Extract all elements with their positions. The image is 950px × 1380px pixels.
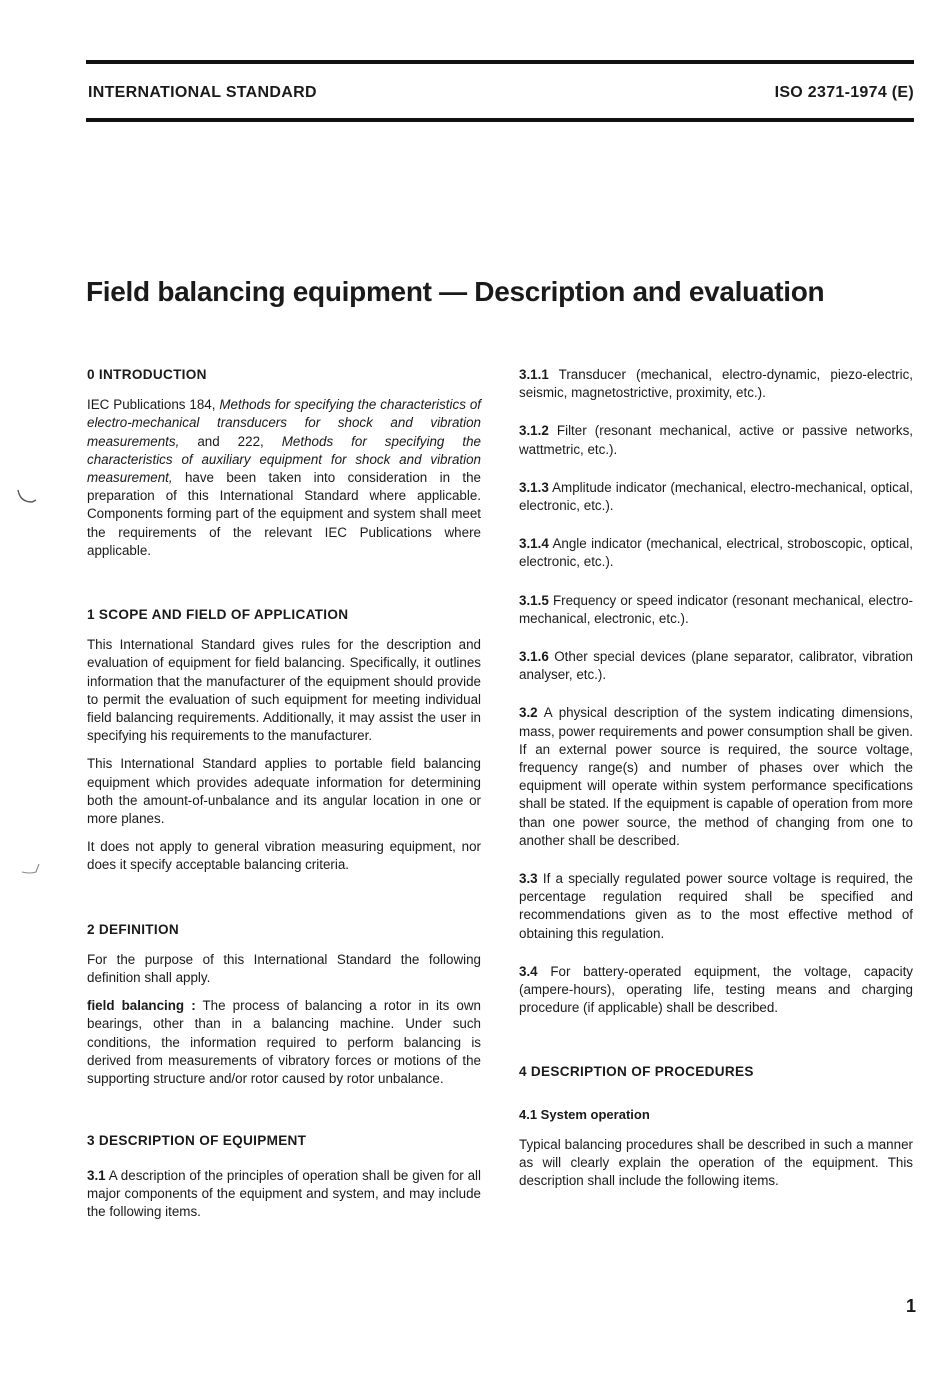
definition-field-balancing: field balancing : The process of balancing a rotor in its own bearings, other than in a balancing machine. Under such conditions, the information required to perform balancing is derived from measurements of vibratory forces or motions of the supporting structure and/or rotor caused by rotor unbalance.: [87, 998, 481, 1087]
section-heading-procedures: 4 DESCRIPTION OF PROCEDURES: [519, 1064, 754, 1080]
document-title: Field balancing equipment — Description and evaluation: [86, 276, 825, 307]
standard-number: ISO 2371-1974 (E): [774, 84, 914, 101]
right-column: [519, 366, 913, 1191]
header-bottom-rule: [86, 118, 914, 122]
section-heading-equipment: 3 DESCRIPTION OF EQUIPMENT: [87, 1133, 307, 1149]
clause-3-1: 3.1 A description of the principles of operation shall be given for all major components of the equipment and system, and may include the following items.: [87, 1167, 481, 1219]
left-column: [87, 366, 481, 1221]
section-heading-definition: 2 DEFINITION: [87, 921, 179, 937]
introduction-paragraph: IEC Publications 184, Methods for specifying the characteristics of electro-mechanical transducers for shock and vibration measurements, and 222, Methods for specifying the characteristics of auxiliary equipment for shock and vibration measurement, have been taken into consideration in the preparation of this International Standard where applicable. Components forming part of the equipment and system shall meet the requirements of the relevant IEC Publications where applicable.: [87, 397, 481, 558]
header-top-rule: [86, 60, 914, 64]
scope-paragraph-2: This International Standard applies to portable field balancing equipment which provides adequate information for determining both the amount-of-unbalance and its angular location in one or more planes.: [87, 756, 481, 827]
page-number: 1: [905, 1296, 916, 1316]
clause-3-2: 3.2 A physical description of the system indicating dimensions, mass, power requirements and power consumption shall be given. If an external power source is required, the source voltage, frequency range(s) and number of phases over which the equipment will operate within system performance specifications shall be stated. If the equipment is capable of operation from more than one power source, the method of changing from one to another shall be described.: [519, 705, 913, 848]
punch-mark-icon: [20, 862, 42, 876]
clause-3-4: 3.4 For battery-operated equipment, the voltage, capacity (ampere-hours), operating life, testing means and charging procedure (if applicable) shall be described.: [519, 963, 913, 1016]
clause-3-1-1: 3.1.1 Transducer (mechanical, electro-dynamic, piezo-electric, seismic, magnetostrictive, proximity, etc.).: [519, 367, 913, 401]
section-heading-scope: 1 SCOPE AND FIELD OF APPLICATION: [87, 607, 349, 623]
clause-3-3: 3.3 If a specially regulated power source voltage is required, the percentage regulation required shall be specified and recommendations given as to the most effective method of obtaining this regulation.: [519, 871, 913, 941]
scope-paragraph-3: It does not apply to general vibration measuring equipment, nor does it specify acceptable balancing criteria.: [87, 839, 481, 873]
scope-paragraph-1: This International Standard gives rules for the description and evaluation of equipment for field balancing. Specifically, it outlines information that the manufacturer of the equipment should provide to permit the evaluation of such equipment for meeting individual field balancing requirements. Additionally, it may assist the user in specifying his requirements to the manufacturer.: [87, 637, 481, 744]
section-heading-introduction: 0 INTRODUCTION: [87, 367, 207, 382]
definition-paragraph-1: For the purpose of this International Standard the following definition shall apply.: [87, 951, 481, 986]
clause-3-1-6: 3.1.6 Other special devices (plane separator, calibrator, vibration analyser, etc.).: [519, 649, 913, 683]
clause-3-1-5: 3.1.5 Frequency or speed indicator (resonant mechanical, electro-mechanical, electronic, etc.).: [519, 592, 913, 626]
subsection-heading-system-operation: 4.1 System operation: [519, 1106, 650, 1122]
clause-3-1-4: 3.1.4 Angle indicator (mechanical, electrical, stroboscopic, optical, electronic, etc.).: [519, 536, 913, 570]
clause-3-1-2: 3.1.2 Filter (resonant mechanical, active or passive networks, wattmetric, etc.).: [519, 423, 913, 457]
document-type: INTERNATIONAL STANDARD: [88, 84, 317, 101]
clause-3-1-3: 3.1.3 Amplitude indicator (mechanical, electro-mechanical, optical, electronic, etc.).: [519, 479, 913, 514]
clause-4-1-paragraph: Typical balancing procedures shall be described in such a manner as will clearly explain the operation of the equipment. This description shall include the following items.: [519, 1136, 913, 1189]
punch-mark-icon: [16, 488, 38, 506]
